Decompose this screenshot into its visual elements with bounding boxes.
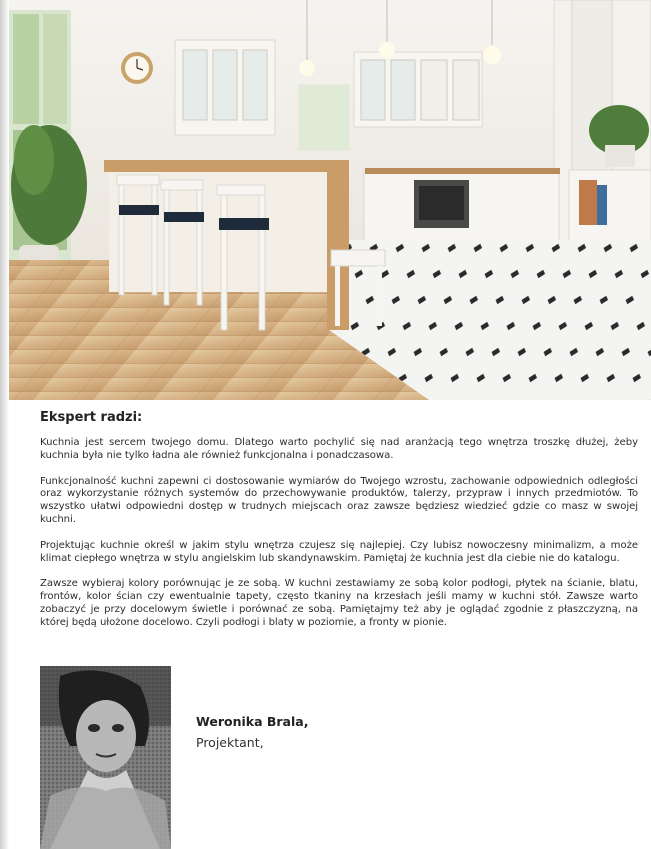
article-heading: Ekspert radzi: <box>40 410 143 425</box>
author-role: Projektant, <box>196 735 264 750</box>
article <box>40 410 638 643</box>
kitchen-photo <box>9 0 651 400</box>
author-portrait <box>40 666 171 849</box>
article-paragraph-4: Zawsze wybieraj kolory porównując je ze sobą. W kuchni zestawiamy ze sobą kolor podłogi, płytek na ścianie, blatu, frontów, kolor ścian czy ewentualnie tapety, często tkaniny na krzesłach jeśli mamy w kuchni stół. Zawsze warto zobaczyć je przy docelowym świetle i porównać ze sobą. Pamiętajmy też aby je oglądać zgodnie z płaszczyzną, na której będą ułożone docelowo. Czyli podłogi i blaty w poziomie, a fronty w pionie. <box>40 578 638 628</box>
author-name: Weronika Brala, <box>196 714 309 729</box>
article-paragraph-1: Kuchnia jest sercem twojego domu. Dlatego warto pochylić się nad aranżacją tego wnętrza troszkę dłużej, żeby kuchnia była nie tylko ładna ale również funkcjonalna i ponadczasowa. <box>40 437 638 461</box>
article-paragraph-2: Funkcjonalność kuchni zapewni ci dostosowanie wymiarów do Twojego wzrostu, zachowanie odpowiednich odległości oraz wykorzystanie różnych systemów do przechowywanie produktów, talerzy, przypraw i innych przedmiotów. To wszystko ułatwi odpowiedni dostęp w trudnych miejscach oraz zawsze będziesz wiedzieć gdzie co masz w swojej kuchni. <box>40 475 638 525</box>
page-edge-shadow <box>0 0 9 849</box>
article-paragraph-3: Projektując kuchnie określ w jakim stylu wnętrza czujesz się najlepiej. Czy lubisz nowoczesny minimalizm, a może klimat ciepłego wnętrza w stylu angielskim lub skandynawskim. Pamiętaj że kuchnia jest dla ciebie nie do katalogu. <box>40 539 638 564</box>
